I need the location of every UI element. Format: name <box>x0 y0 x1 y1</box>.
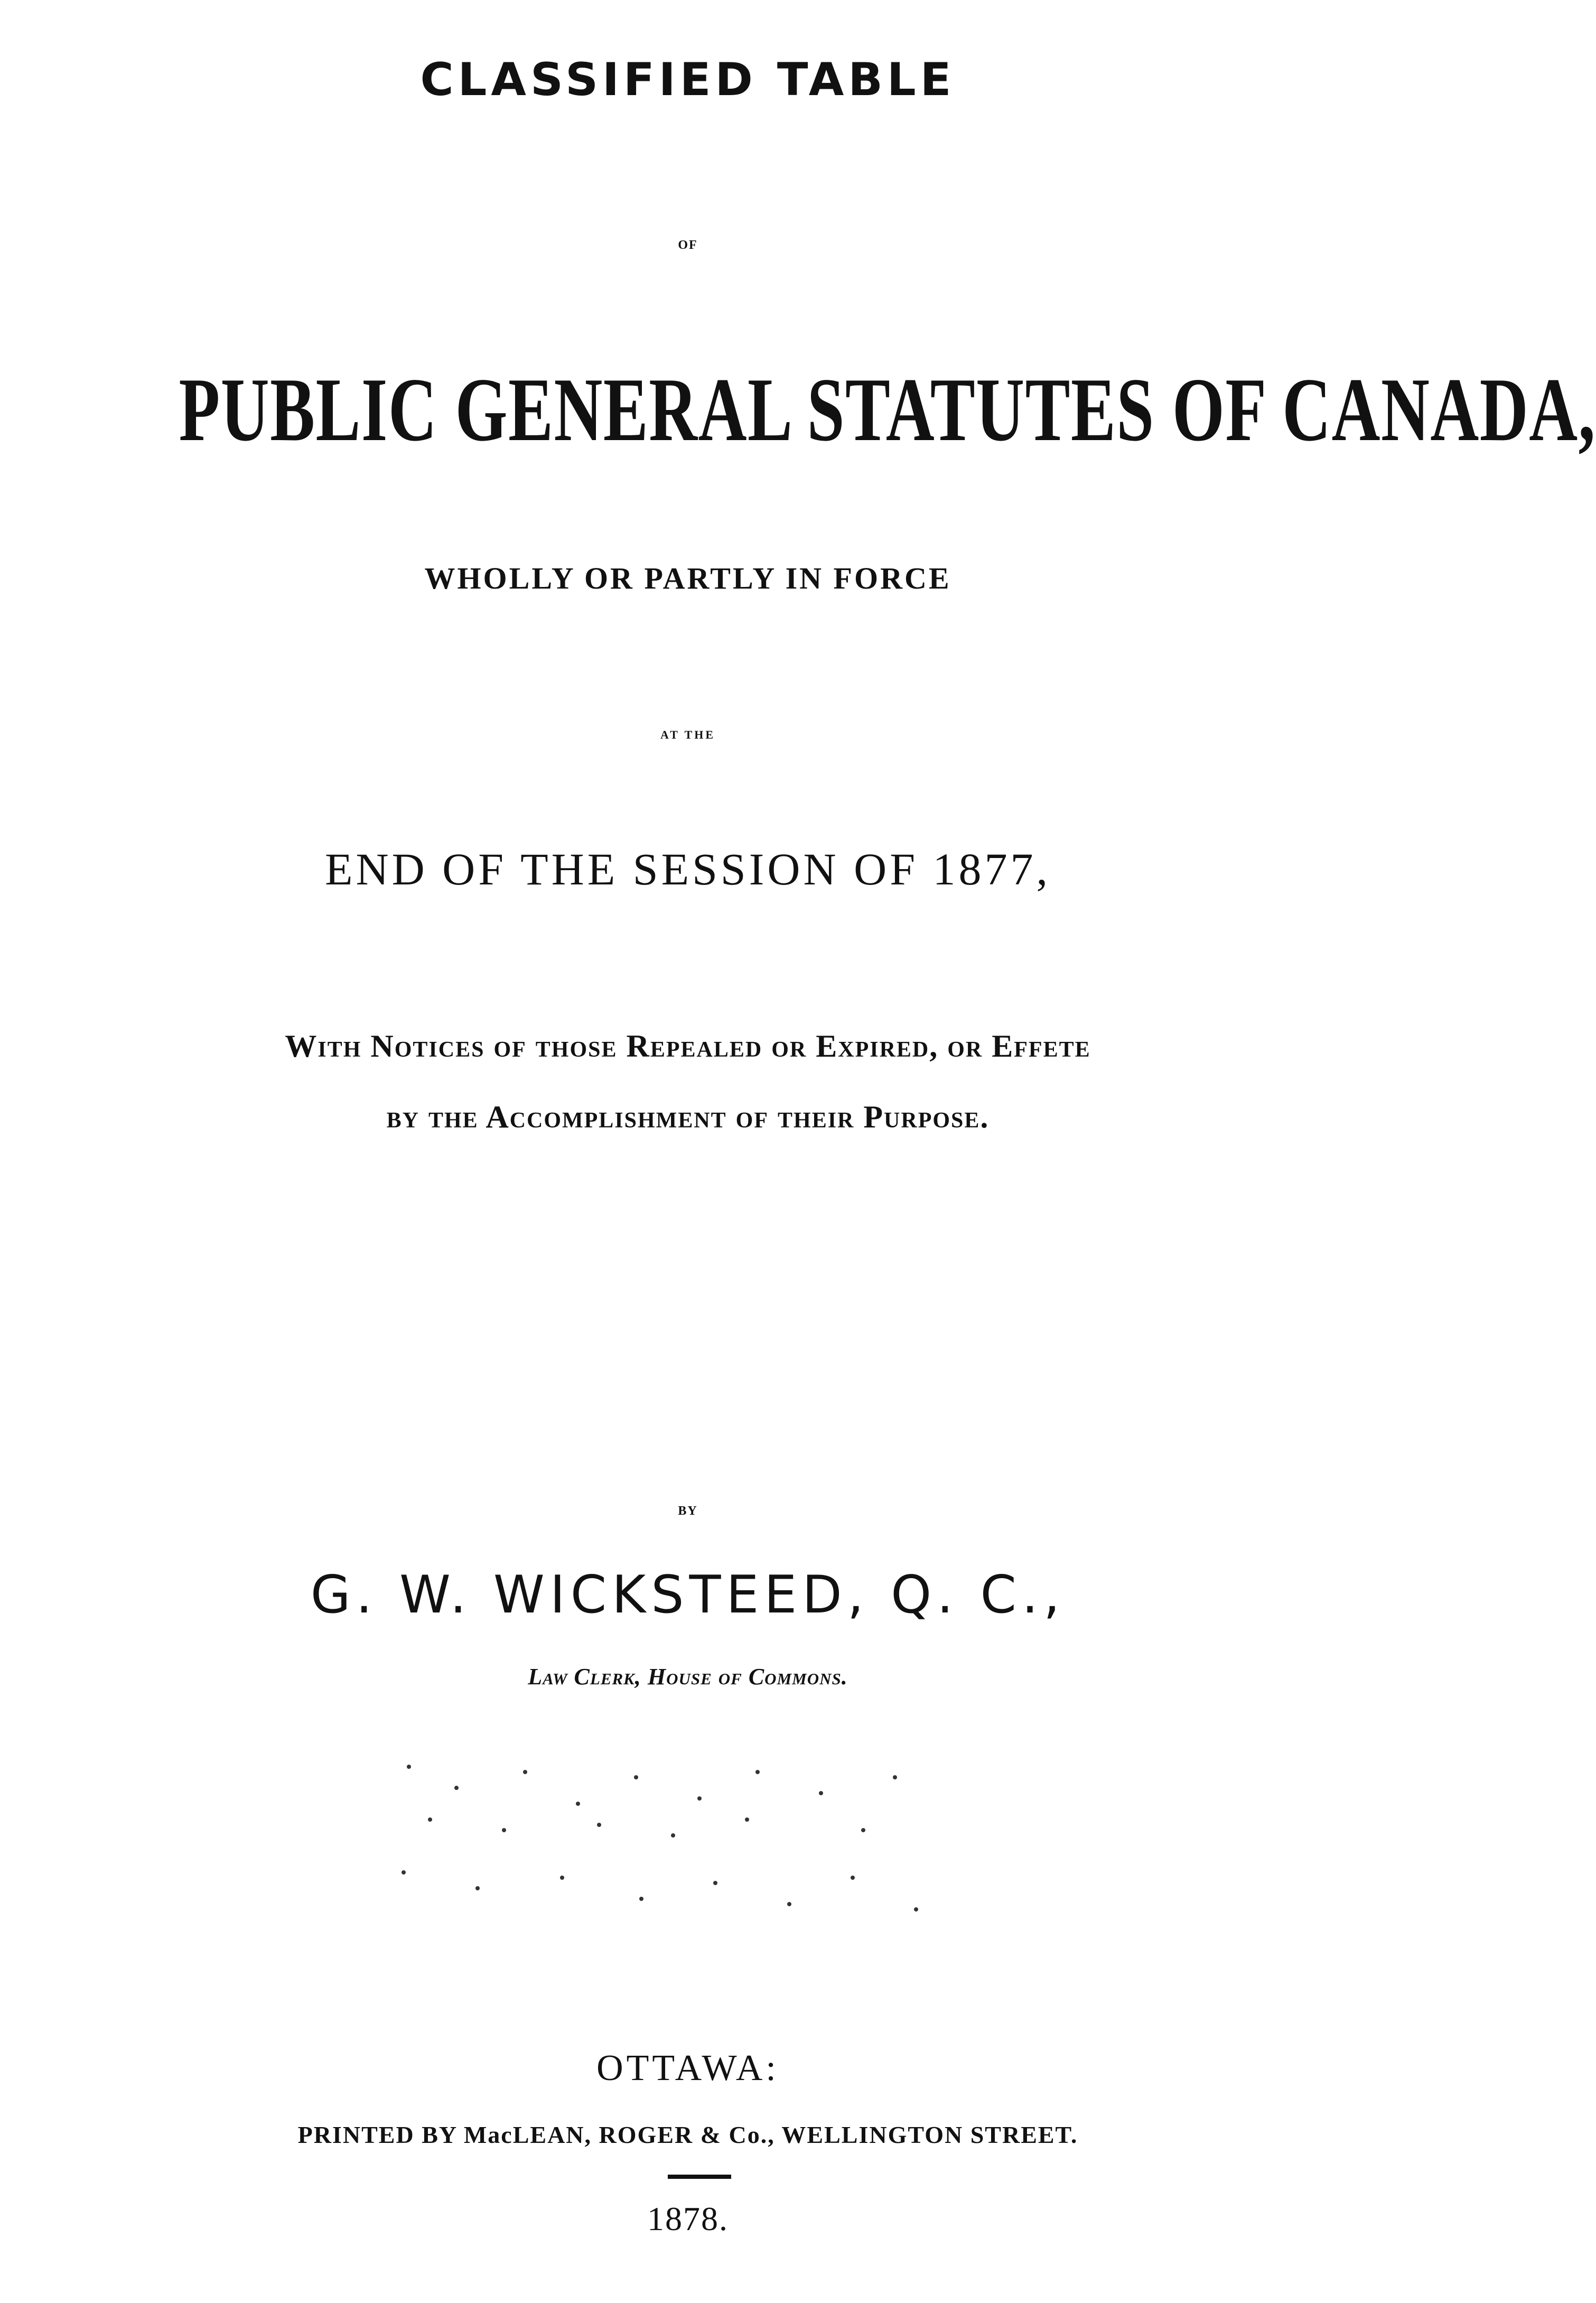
at-the-connector: AT THE <box>660 728 716 741</box>
notices-line-1: With Notices of those Repealed or Expired, or Effete <box>285 1029 1091 1064</box>
printer-line: PRINTED BY MacLEAN, ROGER & Co., WELLINGTON STREET. <box>297 2121 1078 2148</box>
session-line: END OF THE SESSION OF 1877, <box>324 844 1051 894</box>
of-connector: OF <box>678 238 698 252</box>
faded-library-stamp <box>386 1754 935 1923</box>
notices-line-2: by the Accomplishment of their Purpose. <box>386 1099 990 1134</box>
place-of-publication: OTTAWA: <box>596 2048 779 2088</box>
author-name: G. W. WICKSTEED, Q. C., <box>310 1565 1066 1625</box>
publication-year: 1878. <box>647 2200 729 2237</box>
main-title: PUBLIC GENERAL STATUTES OF CANADA, <box>179 360 1596 460</box>
by-connector: BY <box>678 1504 698 1518</box>
subtitle-in-force: WHOLLY OR PARTLY IN FORCE <box>424 561 951 595</box>
author-role: Law Clerk, House of Commons. <box>528 1664 848 1690</box>
divider-rule <box>668 2175 731 2179</box>
heading-classified-table: CLASSIFIED TABLE <box>420 53 956 106</box>
